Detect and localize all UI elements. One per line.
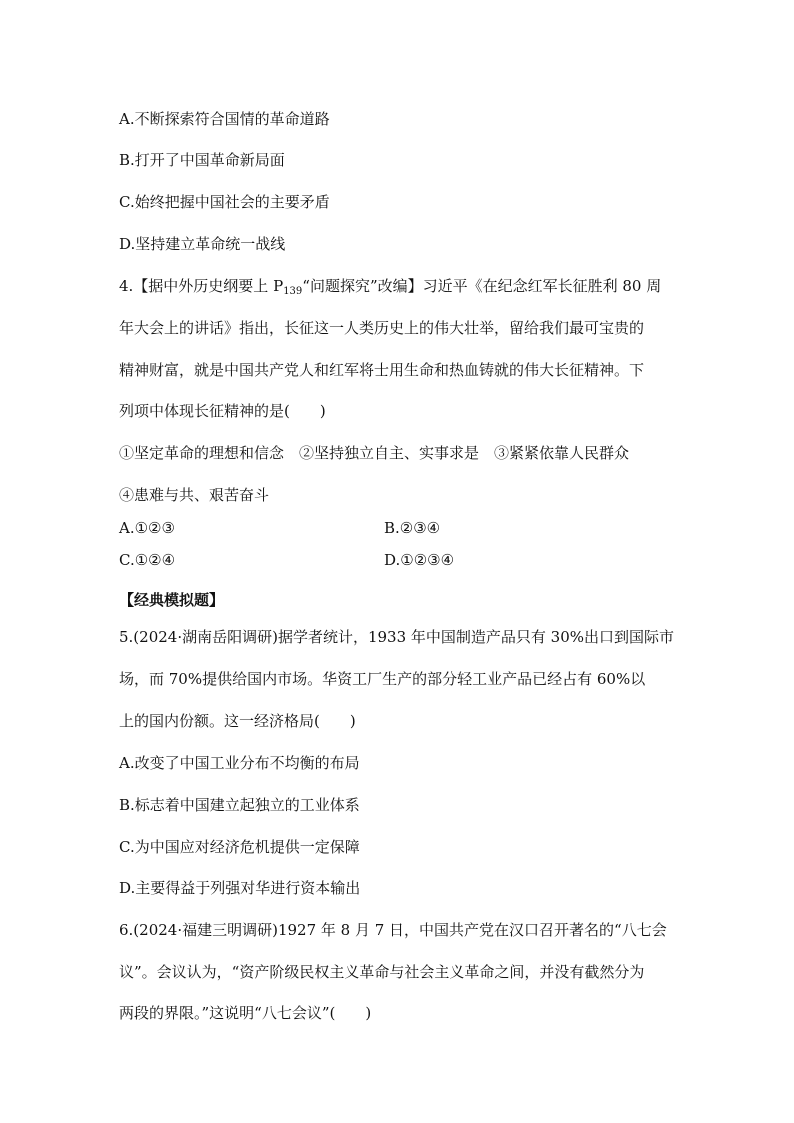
q4-page-subscript: 139 (283, 286, 303, 297)
q5-option-d: D.主要得益于列强对华进行资本输出 (119, 879, 361, 897)
q4-stem-line-4: 列项中体现长征精神的是( ) (119, 402, 326, 420)
q4-stem-line-3: 精神财富，就是中国共产党人和红军将士用生命和热血铸就的伟大长征精神。下 (119, 361, 645, 379)
q4-stem-line-2: 年大会上的讲话》指出，长征这一人类历史上的伟大壮举，留给我们最可宝贵的 (119, 319, 645, 337)
q4-option-c: C.①②④ (119, 551, 176, 569)
q4-option-a: A.①②③ (119, 519, 175, 537)
section-title: 【经典模拟题】 (119, 591, 225, 609)
q4-stem-line-1 (119, 276, 661, 296)
q3-option-a: A.不断探索符合国情的革命道路 (119, 110, 330, 128)
q6-stem-line-3: 两段的界限。”这说明“八七会议”( ) (119, 1004, 372, 1022)
q5-stem-line-2: 场，而 70%提供给国内市场。华资工厂生产的部分轻工业产品已经占有 60%以 (119, 670, 646, 688)
q5-option-a: A.改变了中国工业分布不均衡的布局 (119, 754, 360, 772)
q5-stem-line-1: 5.(2024·湖南岳阳调研)据学者统计，1933 年中国制造产品只有 30%出口到国际市 (119, 628, 675, 646)
q4-items-line-2: ④患难与共、艰苦奋斗 (119, 486, 270, 504)
q4-option-b: B.②③④ (384, 519, 441, 537)
q4-source-suffix: “问题探究”改编】习近平《在纪念红军长征胜利 80 周 (302, 277, 662, 295)
q5-stem-line-3: 上的国内份额。这一经济格局( ) (119, 712, 356, 730)
q5-option-b: B.标志着中国建立起独立的工业体系 (119, 796, 360, 814)
q4-source-prefix: 4.【据中外历史纲要上 P (119, 277, 284, 295)
q3-option-d: D.坚持建立革命统一战线 (119, 235, 286, 253)
q3-option-b: B.打开了中国革命新局面 (119, 151, 285, 169)
q6-stem-line-1: 6.(2024·福建三明调研)1927 年 8 月 7 日，中国共产党在汉口召开著名的“八七会 (119, 921, 667, 939)
q6-stem-line-2: 议”。会议认为，“资产阶级民权主义革命与社会主义革命之间，并没有截然分为 (119, 963, 645, 981)
q4-items-line-1: ①坚定革命的理想和信念 ②坚持独立自主、实事求是 ③紧紧依靠人民群众 (119, 444, 630, 462)
q3-option-c: C.始终把握中国社会的主要矛盾 (119, 193, 330, 211)
q4-option-d: D.①②③④ (384, 551, 455, 569)
q5-option-c: C.为中国应对经济危机提供一定保障 (119, 838, 360, 856)
